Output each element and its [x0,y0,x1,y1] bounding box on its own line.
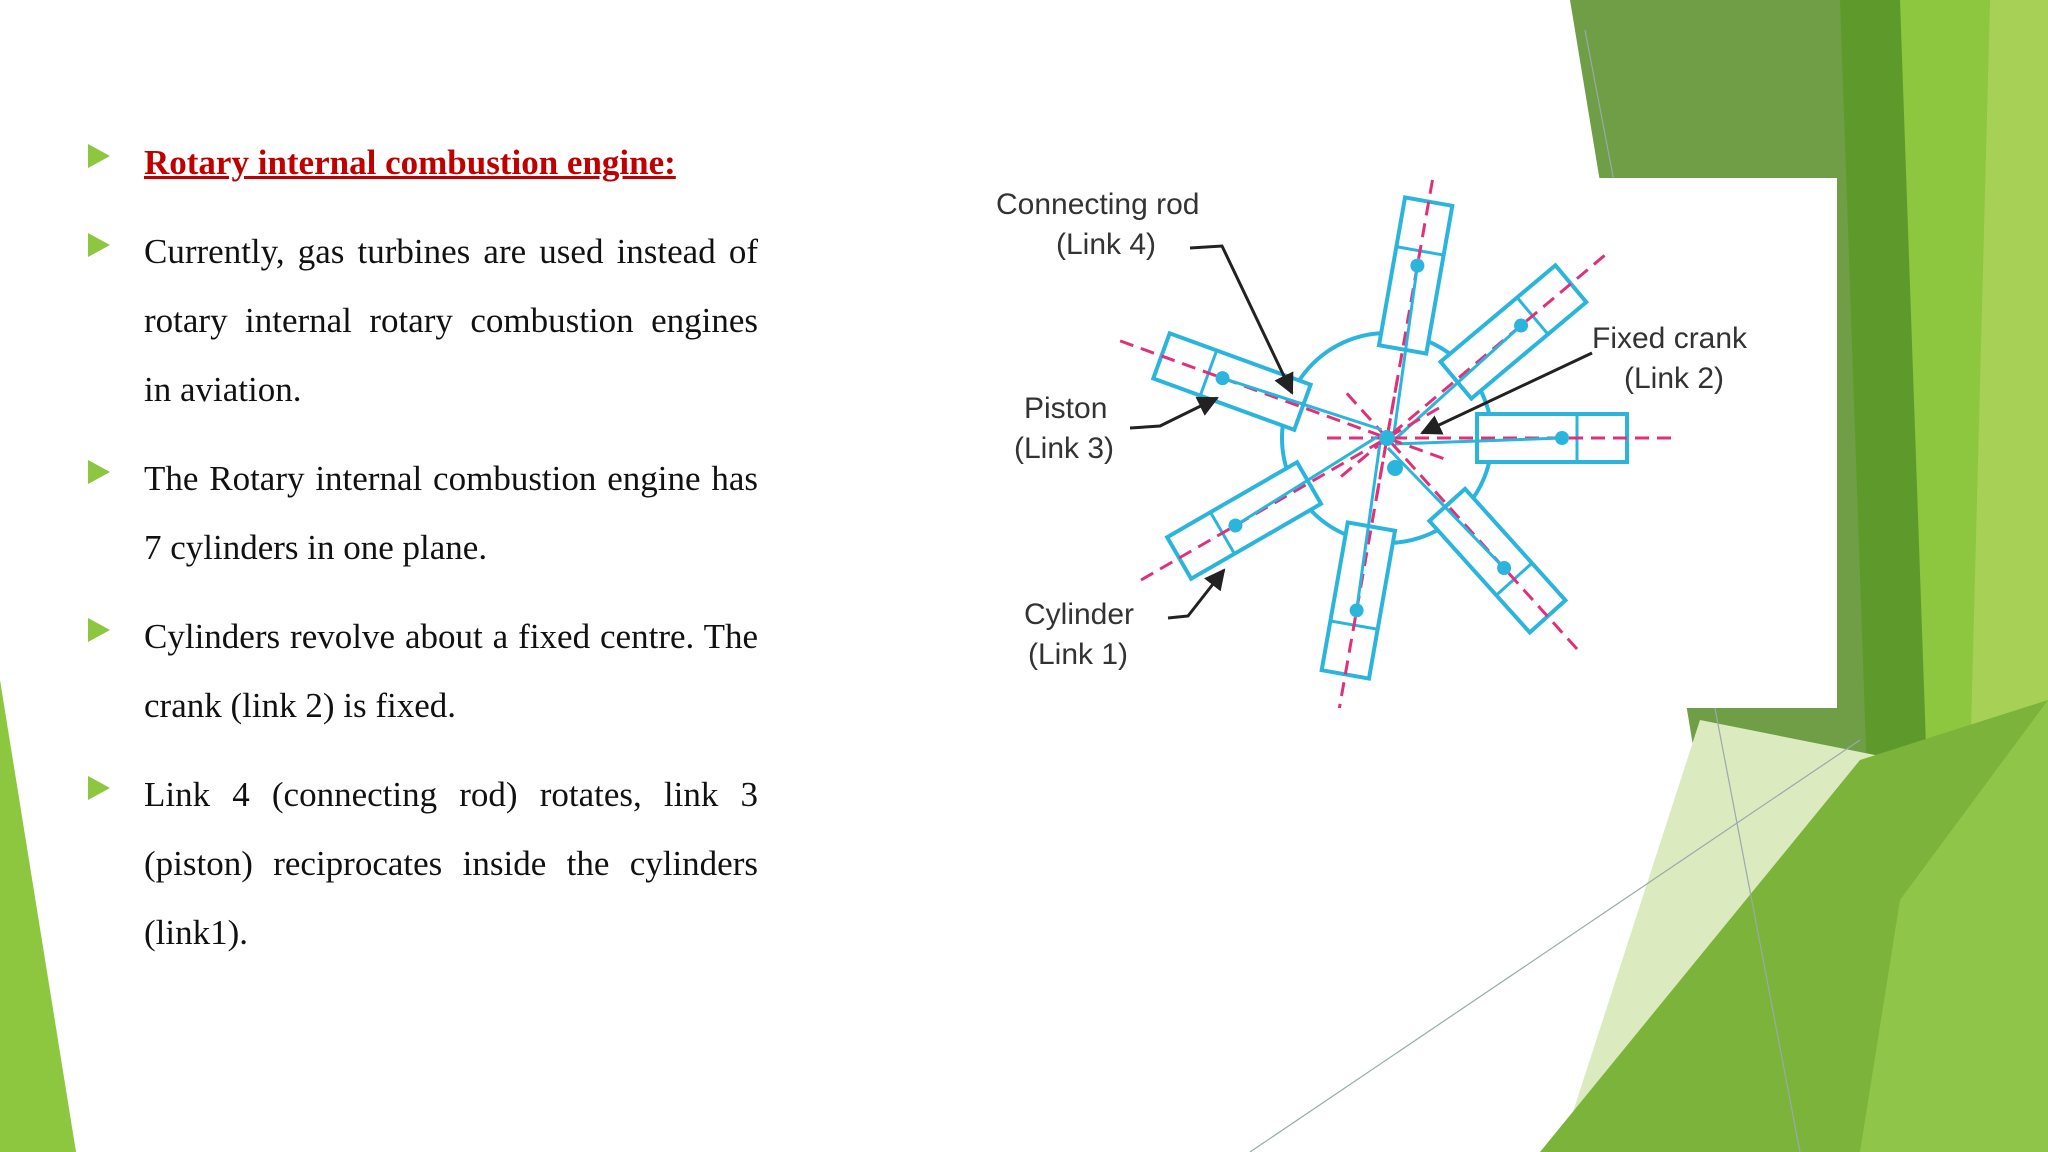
bullet-arrow-icon [88,776,110,800]
bullet-arrow-icon [88,144,110,168]
bullet-text: Currently, gas turbines are used instead of rotary internal rotary combustion engines in aviation. [144,232,758,409]
label-cylinder-link: (Link 1) [1028,638,1129,671]
label-connecting-rod-link: (Link 4) [1056,228,1157,261]
bullet-arrow-icon [88,233,110,257]
bullet-item [88,760,758,967]
gudgeon-pin [1555,431,1569,445]
bullet-item [88,444,758,582]
bullet-item [88,217,758,424]
crank-centre [1379,430,1395,446]
heading-text: Rotary internal combustion engine: [144,143,676,182]
label-connecting-rod: Connecting rod [996,188,1200,221]
label-fixed-crank: Fixed crank [1592,322,1748,355]
bullet-arrow-icon [88,618,110,642]
engine-drawing [1111,178,1672,708]
bullet-text: Link 4 (connecting rod) rotates, link 3 (piston) reciprocates inside the cylinders (link1). [144,775,758,952]
cylinder-arm [1353,178,1460,501]
bullet-text: The Rotary internal combustion engine has 7 cylinders in one plane. [144,459,758,567]
label-piston-link: (Link 3) [1014,432,1115,465]
bullet-item [88,602,758,740]
bullet-item [88,128,758,197]
bullet-text: Cylinders revolve about a fixed centre. The crank (link 2) is fixed. [144,617,758,725]
crank-pin [1387,460,1403,476]
label-piston: Piston [1024,392,1108,425]
bullet-arrow-icon [88,460,110,484]
pointer-piston [1130,398,1217,428]
rotary-engine-figure [992,178,1837,708]
rotary-engine-diagram [992,178,1837,708]
label-cylinder: Cylinder [1024,598,1135,631]
label-fixed-crank-link: (Link 2) [1624,362,1725,395]
bullet-list [88,128,758,987]
